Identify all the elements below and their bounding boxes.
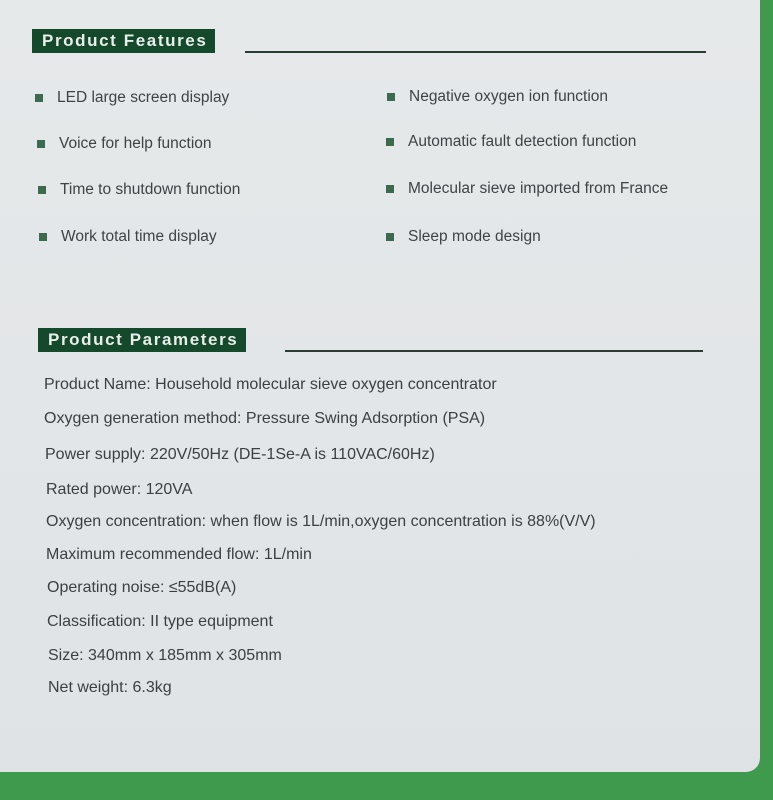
feature-label: Work total time display [61, 228, 217, 245]
square-bullet-icon [387, 93, 395, 101]
features-heading: Product Features [32, 29, 215, 53]
square-bullet-icon [386, 138, 394, 146]
feature-item [38, 181, 240, 199]
parameter-line: Operating noise: ≤55dB(A) [47, 579, 237, 596]
feature-item [35, 89, 229, 107]
feature-item [39, 228, 217, 246]
parameters-divider [285, 350, 703, 352]
parameter-line: Product Name: Household molecular sieve oxygen concentrator [44, 376, 497, 393]
parameter-line: Classification: II type equipment [47, 613, 273, 630]
feature-label: Voice for help function [59, 135, 212, 152]
square-bullet-icon [386, 233, 394, 241]
feature-item [386, 133, 636, 151]
square-bullet-icon [35, 94, 43, 102]
feature-label: Automatic fault detection function [408, 133, 637, 150]
feature-item [37, 135, 212, 153]
parameter-line: Net weight: 6.3kg [48, 679, 172, 696]
square-bullet-icon [37, 140, 45, 148]
feature-item [386, 228, 541, 246]
square-bullet-icon [386, 185, 394, 193]
feature-label: Negative oxygen ion function [409, 88, 609, 105]
feature-label: Sleep mode design [408, 228, 541, 245]
feature-item [387, 88, 608, 106]
features-divider [245, 51, 706, 53]
square-bullet-icon [38, 186, 46, 194]
parameter-line: Oxygen concentration: when flow is 1L/min,oxygen concentration is 88%(V/V) [46, 513, 596, 530]
parameter-line: Oxygen generation method: Pressure Swing Adsorption (PSA) [44, 410, 486, 427]
parameter-line: Maximum recommended flow: 1L/min [46, 546, 312, 563]
feature-label: LED large screen display [57, 89, 230, 106]
feature-label: Molecular sieve imported from France [408, 180, 669, 197]
parameters-heading: Product Parameters [38, 328, 246, 352]
feature-item [386, 180, 668, 198]
feature-label: Time to shutdown function [60, 181, 241, 198]
parameter-line: Rated power: 120VA [46, 481, 193, 498]
square-bullet-icon [39, 233, 47, 241]
parameter-line: Size: 340mm x 185mm x 305mm [48, 647, 282, 664]
parameter-line: Power supply: 220V/50Hz (DE-1Se-A is 110VAC/60Hz) [45, 446, 435, 463]
